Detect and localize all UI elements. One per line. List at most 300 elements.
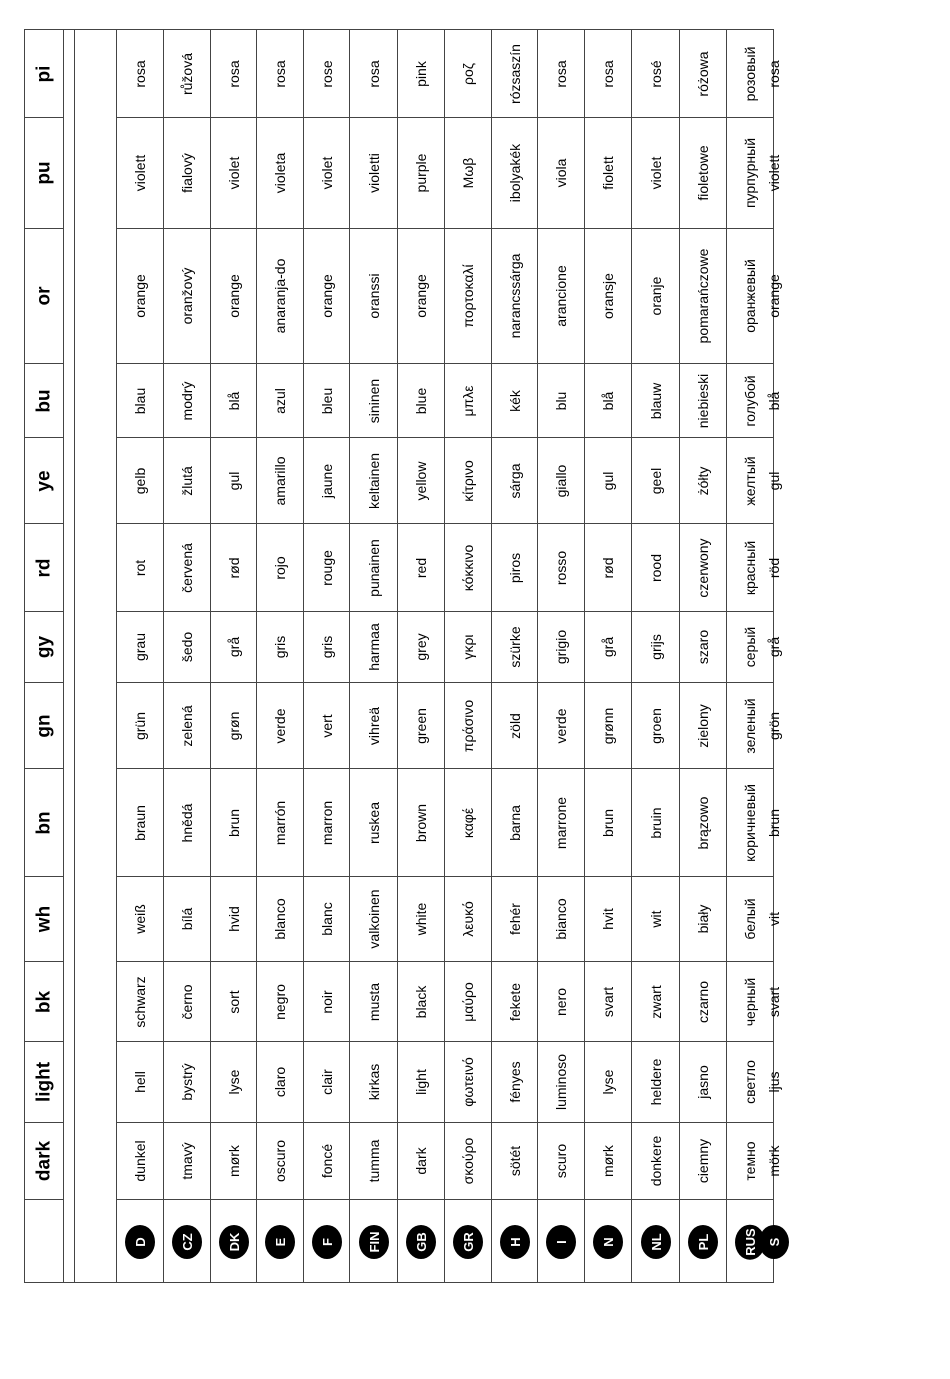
word-cell-rd bbox=[350, 524, 397, 612]
header-column bbox=[25, 30, 64, 1282]
word-cell-pu bbox=[680, 118, 726, 229]
word-text: rød bbox=[225, 557, 242, 578]
word-text: lyse bbox=[225, 1069, 242, 1095]
word-text: szaro bbox=[695, 629, 711, 665]
word-cell-wh bbox=[164, 877, 210, 962]
word-text: nero bbox=[553, 987, 569, 1016]
word-cell-wh bbox=[492, 877, 537, 962]
word-cell-wh bbox=[445, 877, 491, 962]
word-text: oranje bbox=[647, 276, 664, 316]
word-text: fiolett bbox=[600, 156, 616, 190]
word-cell-bk bbox=[257, 962, 303, 1042]
word-text: violett bbox=[766, 154, 782, 192]
word-text: blå bbox=[766, 391, 782, 410]
word-cell-light bbox=[304, 1042, 349, 1123]
word-text: červená bbox=[179, 542, 195, 593]
language-code-cell bbox=[492, 1200, 537, 1284]
word-text: oranžový bbox=[179, 267, 195, 325]
word-cell-pi bbox=[445, 30, 491, 118]
word-cell-bn bbox=[585, 769, 631, 877]
header-label-dark: dark bbox=[33, 1140, 55, 1182]
word-text: tumma bbox=[365, 1139, 382, 1183]
word-text: grønn bbox=[600, 707, 616, 744]
language-code-badge: DK bbox=[219, 1225, 249, 1259]
word-cell-pu bbox=[211, 118, 256, 229]
language-column-fin bbox=[350, 30, 398, 1282]
word-text: giallo bbox=[553, 464, 569, 497]
header-label-wh: wh bbox=[33, 905, 55, 933]
word-text: violett bbox=[132, 154, 148, 192]
word-cell-or bbox=[585, 229, 631, 364]
word-cell-gy bbox=[211, 612, 256, 683]
word-cell-gy bbox=[585, 612, 631, 683]
language-code-cell bbox=[211, 1200, 256, 1284]
word-cell-bu bbox=[585, 364, 631, 438]
word-text: bianco bbox=[553, 898, 569, 940]
word-cell-pi bbox=[117, 30, 163, 118]
header-label-bk: bk bbox=[33, 990, 55, 1013]
word-text: marrón bbox=[272, 800, 288, 845]
language-code-badge: E bbox=[265, 1225, 295, 1259]
word-cell-bk bbox=[632, 962, 679, 1042]
word-text: oranssi bbox=[365, 273, 382, 319]
word-cell-wh bbox=[117, 877, 163, 962]
word-text: λευκό bbox=[460, 901, 476, 937]
word-cell-pi bbox=[398, 30, 444, 118]
word-cell-bn bbox=[117, 769, 163, 877]
word-cell-wh bbox=[350, 877, 397, 962]
word-cell-rd bbox=[492, 524, 537, 612]
word-cell-light bbox=[398, 1042, 444, 1123]
language-code-badge: H bbox=[500, 1225, 530, 1259]
language-code-badge: N bbox=[593, 1225, 623, 1259]
word-cell-pu bbox=[257, 118, 303, 229]
header-cell bbox=[25, 1123, 63, 1200]
word-text: marrone bbox=[553, 796, 569, 849]
word-text: rosa bbox=[766, 59, 782, 88]
language-column-f bbox=[304, 30, 350, 1282]
word-cell-dark bbox=[211, 1123, 256, 1200]
word-cell-wh bbox=[304, 877, 349, 962]
word-cell-or bbox=[350, 229, 397, 364]
header-label-rd: rd bbox=[33, 558, 55, 577]
word-text: светло bbox=[742, 1060, 758, 1104]
header-label-ye: ye bbox=[33, 469, 55, 492]
word-text: grå bbox=[766, 636, 782, 658]
word-cell-bk bbox=[350, 962, 397, 1042]
word-cell-rd bbox=[304, 524, 349, 612]
word-cell-bn bbox=[398, 769, 444, 877]
word-text: grün bbox=[132, 711, 148, 740]
word-text: violetti bbox=[365, 153, 382, 193]
word-text: красный bbox=[742, 540, 758, 595]
word-cell-light bbox=[257, 1042, 303, 1123]
word-cell-gy bbox=[304, 612, 349, 683]
language-code-badge: GB bbox=[406, 1225, 436, 1259]
language-code-badge: F bbox=[312, 1225, 342, 1259]
word-text: bruin bbox=[647, 806, 664, 839]
word-text: ibolyakék bbox=[506, 143, 523, 203]
word-text: rouge bbox=[318, 549, 335, 586]
word-cell-bk bbox=[492, 962, 537, 1042]
word-text: fehér bbox=[506, 903, 523, 935]
word-text: grøn bbox=[225, 711, 242, 740]
word-text: fekete bbox=[506, 982, 523, 1021]
word-cell-gn bbox=[117, 683, 163, 769]
word-text: πορτοκαλί bbox=[460, 264, 476, 328]
word-cell-rd bbox=[585, 524, 631, 612]
word-text: зеленый bbox=[742, 697, 758, 754]
header-cell bbox=[25, 229, 63, 364]
word-cell-bn bbox=[680, 769, 726, 877]
word-cell-dark bbox=[585, 1123, 631, 1200]
word-cell-pi bbox=[164, 30, 210, 118]
word-cell-or bbox=[445, 229, 491, 364]
header-label-gn: gn bbox=[33, 713, 55, 738]
word-text: czerwony bbox=[695, 537, 711, 598]
word-text: weiß bbox=[132, 904, 148, 934]
header-cell bbox=[25, 612, 63, 683]
word-cell-light bbox=[350, 1042, 397, 1123]
word-cell-gy bbox=[398, 612, 444, 683]
word-text: fényes bbox=[506, 1061, 523, 1103]
word-cell-pi bbox=[538, 30, 584, 118]
word-text: brun bbox=[225, 808, 242, 837]
language-code-cell bbox=[117, 1200, 163, 1284]
header-cell bbox=[25, 364, 63, 438]
word-text: rot bbox=[132, 559, 148, 576]
word-text: marron bbox=[318, 800, 335, 845]
word-cell-light bbox=[211, 1042, 256, 1123]
language-column-h bbox=[492, 30, 538, 1282]
word-cell-pu bbox=[492, 118, 537, 229]
header-cell bbox=[25, 438, 63, 524]
header-corner-cell bbox=[25, 1200, 63, 1284]
word-text: bílá bbox=[179, 907, 195, 931]
word-text: gris bbox=[272, 635, 288, 659]
word-cell-or bbox=[680, 229, 726, 364]
spacer-column bbox=[64, 30, 75, 1282]
language-column-e bbox=[257, 30, 304, 1282]
language-code-badge: S bbox=[759, 1225, 789, 1259]
word-text: sárga bbox=[506, 462, 523, 499]
header-label-bu: bu bbox=[33, 388, 55, 413]
word-text: pink bbox=[413, 60, 429, 87]
word-cell-bu bbox=[257, 364, 303, 438]
word-cell-ye bbox=[350, 438, 397, 524]
word-cell-bn bbox=[538, 769, 584, 877]
spacer-column bbox=[75, 30, 117, 1282]
word-cell-gn bbox=[445, 683, 491, 769]
word-text: ljus bbox=[766, 1071, 782, 1093]
word-text: violet bbox=[225, 156, 242, 190]
header-label-or: or bbox=[33, 286, 55, 306]
word-text: barna bbox=[506, 804, 523, 841]
word-cell-pu bbox=[350, 118, 397, 229]
word-text: röd bbox=[766, 557, 782, 578]
word-cell-or bbox=[164, 229, 210, 364]
word-cell-pu bbox=[164, 118, 210, 229]
word-text: orange bbox=[225, 274, 242, 318]
word-text: svart bbox=[600, 986, 616, 1017]
header-cell bbox=[25, 877, 63, 962]
word-text: rose bbox=[318, 59, 335, 88]
word-text: black bbox=[413, 985, 429, 1018]
language-code-cell bbox=[680, 1200, 726, 1284]
word-text: foncé bbox=[318, 1143, 335, 1179]
word-cell-rd bbox=[632, 524, 679, 612]
word-text: brun bbox=[600, 808, 616, 837]
word-cell-bu bbox=[164, 364, 210, 438]
word-text: lyse bbox=[600, 1069, 616, 1095]
word-text: fialový bbox=[179, 153, 195, 193]
word-text: κόκκινο bbox=[460, 544, 476, 591]
word-cell-bn bbox=[164, 769, 210, 877]
word-cell-dark bbox=[257, 1123, 303, 1200]
word-cell-ye bbox=[680, 438, 726, 524]
word-cell-light bbox=[585, 1042, 631, 1123]
word-text: red bbox=[413, 557, 429, 578]
word-cell-gn bbox=[350, 683, 397, 769]
word-text: gul bbox=[766, 471, 782, 490]
word-text: vihreä bbox=[365, 706, 382, 745]
word-cell-bu bbox=[632, 364, 679, 438]
word-cell-ye bbox=[632, 438, 679, 524]
word-text: fioletowe bbox=[695, 145, 711, 201]
word-text: grey bbox=[413, 633, 429, 661]
word-cell-rd bbox=[445, 524, 491, 612]
language-code-cell bbox=[538, 1200, 584, 1284]
word-text: zielony bbox=[695, 703, 711, 748]
word-text: blå bbox=[225, 391, 242, 410]
word-text: hvit bbox=[600, 908, 616, 930]
word-text: голубой bbox=[742, 374, 758, 427]
language-code-badge: PL bbox=[688, 1225, 718, 1259]
language-code-cell bbox=[632, 1200, 679, 1284]
word-cell-gn bbox=[257, 683, 303, 769]
word-cell-ye bbox=[164, 438, 210, 524]
word-cell-bn bbox=[632, 769, 679, 877]
header-cell bbox=[25, 769, 63, 877]
word-text: bystrý bbox=[179, 1063, 195, 1101]
word-text: Μωβ bbox=[460, 157, 476, 189]
word-cell-bu bbox=[117, 364, 163, 438]
word-text: σκούρο bbox=[460, 1137, 476, 1185]
word-cell-bu bbox=[492, 364, 537, 438]
word-cell-wh bbox=[398, 877, 444, 962]
word-text: rosé bbox=[647, 59, 664, 88]
word-cell-light bbox=[445, 1042, 491, 1123]
word-text: kirkas bbox=[365, 1063, 382, 1101]
header-cell bbox=[25, 30, 63, 118]
word-text: bleu bbox=[318, 387, 335, 414]
word-text: brown bbox=[413, 803, 429, 842]
language-code-badge: GR bbox=[453, 1225, 483, 1259]
word-text: zwart bbox=[647, 984, 664, 1019]
word-text: vit bbox=[766, 912, 782, 926]
language-column-i bbox=[538, 30, 585, 1282]
word-cell-or bbox=[257, 229, 303, 364]
word-text: blanc bbox=[318, 902, 335, 936]
word-cell-rd bbox=[164, 524, 210, 612]
word-text: gul bbox=[225, 471, 242, 490]
word-text: пурпурный bbox=[742, 137, 758, 209]
word-text: piros bbox=[506, 552, 523, 583]
word-cell-rd bbox=[538, 524, 584, 612]
word-text: γκρι bbox=[460, 634, 476, 660]
word-cell-pu bbox=[445, 118, 491, 229]
word-text: gris bbox=[318, 635, 335, 659]
header-label-pi: pi bbox=[33, 65, 55, 82]
word-cell-bn bbox=[445, 769, 491, 877]
word-text: sötét bbox=[506, 1145, 523, 1177]
word-cell-pi bbox=[680, 30, 726, 118]
word-cell-or bbox=[117, 229, 163, 364]
word-text: gul bbox=[600, 471, 616, 490]
language-column-gb bbox=[398, 30, 445, 1282]
word-cell-gy bbox=[632, 612, 679, 683]
word-cell-dark bbox=[445, 1123, 491, 1200]
word-text: μαύρο bbox=[460, 981, 476, 1022]
word-text: sort bbox=[225, 989, 242, 1014]
word-cell-gn bbox=[398, 683, 444, 769]
word-text: jaune bbox=[318, 463, 335, 498]
word-text: blå bbox=[600, 391, 616, 410]
word-text: rosso bbox=[553, 550, 569, 585]
word-cell-wh bbox=[257, 877, 303, 962]
language-code-badge: D bbox=[125, 1225, 155, 1259]
word-text: rød bbox=[600, 557, 616, 578]
word-text: mörk bbox=[766, 1145, 782, 1177]
word-text: violeta bbox=[272, 152, 288, 194]
word-text: grön bbox=[766, 711, 782, 740]
word-text: rosa bbox=[132, 59, 148, 88]
word-text: light bbox=[413, 1069, 429, 1095]
word-text: różowa bbox=[695, 50, 711, 97]
word-cell-wh bbox=[632, 877, 679, 962]
word-cell-bk bbox=[585, 962, 631, 1042]
header-label-bn: bn bbox=[33, 810, 55, 835]
word-cell-or bbox=[492, 229, 537, 364]
word-text: φωτεινό bbox=[460, 1057, 476, 1107]
word-cell-ye bbox=[304, 438, 349, 524]
word-text: grigio bbox=[553, 629, 569, 665]
word-text: purple bbox=[413, 153, 429, 193]
word-cell-bu bbox=[680, 364, 726, 438]
word-text: verde bbox=[553, 707, 569, 744]
word-text: modrý bbox=[179, 381, 195, 420]
word-text: белый bbox=[742, 898, 758, 940]
word-text: grå bbox=[225, 636, 242, 658]
word-text: punainen bbox=[365, 538, 382, 597]
word-cell-light bbox=[538, 1042, 584, 1123]
language-code-cell bbox=[304, 1200, 349, 1284]
word-text: svart bbox=[766, 986, 782, 1017]
word-text: rosa bbox=[553, 59, 569, 88]
word-cell-bk bbox=[538, 962, 584, 1042]
word-text: rosa bbox=[225, 59, 242, 88]
word-text: brun bbox=[766, 808, 782, 837]
word-cell-pu bbox=[538, 118, 584, 229]
word-text: růžová bbox=[179, 52, 195, 95]
language-column-dk bbox=[211, 30, 257, 1282]
header-label-pu: pu bbox=[33, 161, 55, 185]
word-text: violet bbox=[318, 156, 335, 190]
word-cell-dark bbox=[117, 1123, 163, 1200]
word-text: violet bbox=[647, 156, 664, 190]
word-text: šedo bbox=[179, 631, 195, 663]
word-cell-dark bbox=[632, 1123, 679, 1200]
word-text: arancione bbox=[553, 265, 569, 327]
word-cell-bn bbox=[257, 769, 303, 877]
language-code-badge: I bbox=[546, 1225, 576, 1259]
word-text: noir bbox=[318, 989, 335, 1014]
word-cell-or bbox=[211, 229, 256, 364]
word-cell-bn bbox=[211, 769, 256, 877]
word-text: donkere bbox=[647, 1135, 664, 1187]
word-text: rosa bbox=[365, 59, 382, 88]
word-text: hnědá bbox=[179, 803, 195, 842]
word-text: orange bbox=[318, 274, 335, 318]
word-text: hvid bbox=[225, 906, 242, 932]
word-cell-gn bbox=[164, 683, 210, 769]
word-cell-wh bbox=[680, 877, 726, 962]
word-text: vert bbox=[318, 713, 335, 738]
word-text: kék bbox=[506, 389, 523, 412]
word-text: azul bbox=[272, 387, 288, 414]
word-cell-rd bbox=[398, 524, 444, 612]
word-cell-pu bbox=[398, 118, 444, 229]
word-cell-or bbox=[632, 229, 679, 364]
language-column-n bbox=[585, 30, 632, 1282]
word-cell-gn bbox=[211, 683, 256, 769]
word-cell-wh bbox=[538, 877, 584, 962]
word-text: rosa bbox=[272, 59, 288, 88]
word-text: viola bbox=[553, 158, 569, 188]
word-cell-pu bbox=[632, 118, 679, 229]
word-text: blue bbox=[413, 387, 429, 414]
header-cell bbox=[25, 524, 63, 612]
language-code-cell bbox=[445, 1200, 491, 1284]
word-cell-ye bbox=[211, 438, 256, 524]
word-cell-bu bbox=[304, 364, 349, 438]
word-cell-gy bbox=[257, 612, 303, 683]
word-cell-bk bbox=[211, 962, 256, 1042]
word-text: розовый bbox=[742, 46, 758, 101]
word-text: harmaa bbox=[365, 623, 382, 671]
word-cell-bk bbox=[117, 962, 163, 1042]
word-text: черный bbox=[742, 977, 758, 1026]
word-text: hell bbox=[132, 1071, 148, 1093]
word-text: oscuro bbox=[272, 1139, 288, 1183]
word-text: groen bbox=[647, 707, 664, 744]
word-cell-bu bbox=[211, 364, 256, 438]
word-cell-pu bbox=[117, 118, 163, 229]
word-cell-dark bbox=[350, 1123, 397, 1200]
word-cell-dark bbox=[538, 1123, 584, 1200]
header-cell bbox=[25, 1042, 63, 1123]
word-cell-gy bbox=[164, 612, 210, 683]
word-text: szürke bbox=[506, 626, 523, 668]
word-cell-light bbox=[164, 1042, 210, 1123]
word-text: темно bbox=[742, 1141, 758, 1181]
word-cell-or bbox=[304, 229, 349, 364]
language-code-cell bbox=[257, 1200, 303, 1284]
language-code-badge: NL bbox=[641, 1225, 671, 1259]
word-text: braun bbox=[132, 804, 148, 841]
word-text: κίτρινο bbox=[460, 459, 476, 502]
language-column-d bbox=[117, 30, 164, 1282]
